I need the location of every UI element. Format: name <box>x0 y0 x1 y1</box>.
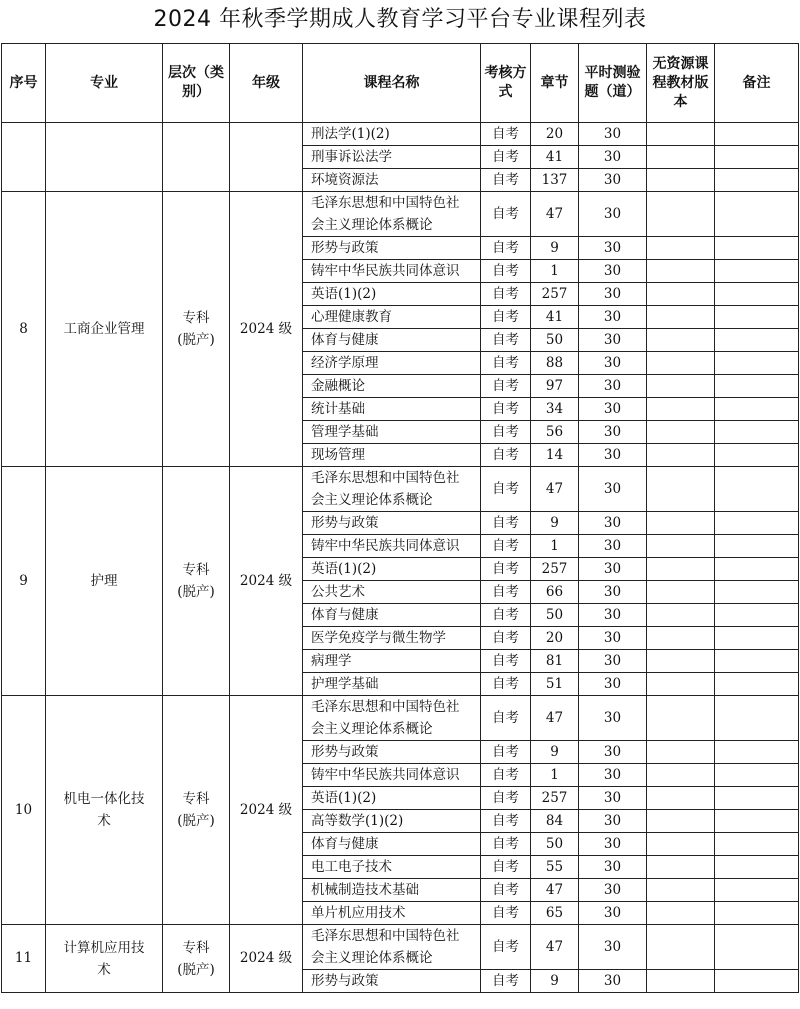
table-row <box>2 696 799 741</box>
remark-cell <box>715 627 799 650</box>
table-body <box>2 123 799 993</box>
group-level <box>163 123 230 192</box>
remark-cell <box>715 512 799 535</box>
remark-cell <box>715 123 799 146</box>
quiz-count: 30 <box>579 741 647 764</box>
remark-cell <box>715 306 799 329</box>
remark-cell <box>715 260 799 283</box>
remark-cell <box>715 421 799 444</box>
chapter-count: 66 <box>531 581 579 604</box>
chapter-count: 50 <box>531 329 579 352</box>
exam-type: 自考 <box>481 764 531 787</box>
remark-cell <box>715 696 799 741</box>
chapter-count: 81 <box>531 650 579 673</box>
course-name: 机械制造技术基础 <box>303 879 481 902</box>
exam-type: 自考 <box>481 673 531 696</box>
course-name: 医学免疫学与微生物学 <box>303 627 481 650</box>
remark-cell <box>715 925 799 970</box>
exam-type: 自考 <box>481 856 531 879</box>
group-major <box>46 123 163 192</box>
chapter-count: 20 <box>531 123 579 146</box>
group-level: 专科(脱产) <box>163 192 230 467</box>
quiz-count: 30 <box>579 352 647 375</box>
nores-cell <box>647 421 715 444</box>
chapter-count: 41 <box>531 306 579 329</box>
header-quiz: 平时测验题（道） <box>579 44 647 123</box>
course-table <box>1 43 799 993</box>
remark-cell <box>715 467 799 512</box>
nores-cell <box>647 283 715 306</box>
course-name: 英语(1)(2) <box>303 283 481 306</box>
nores-cell <box>647 696 715 741</box>
nores-cell <box>647 856 715 879</box>
quiz-count: 30 <box>579 764 647 787</box>
group-grade: 2024 级 <box>230 192 303 467</box>
page-title: 2024 年秋季学期成人教育学习平台专业课程列表 <box>153 7 647 32</box>
exam-type: 自考 <box>481 467 531 512</box>
chapter-count: 51 <box>531 673 579 696</box>
chapter-count: 41 <box>531 146 579 169</box>
chapter-count: 50 <box>531 604 579 627</box>
exam-type: 自考 <box>481 237 531 260</box>
exam-type: 自考 <box>481 627 531 650</box>
exam-type: 自考 <box>481 169 531 192</box>
nores-cell <box>647 192 715 237</box>
exam-type: 自考 <box>481 192 531 237</box>
chapter-count: 9 <box>531 741 579 764</box>
exam-type: 自考 <box>481 123 531 146</box>
course-name: 铸牢中华民族共同体意识 <box>303 535 481 558</box>
exam-type: 自考 <box>481 581 531 604</box>
header-course: 课程名称 <box>303 44 481 123</box>
nores-cell <box>647 787 715 810</box>
header-grade: 年级 <box>230 44 303 123</box>
course-name: 经济学原理 <box>303 352 481 375</box>
group-seq: 10 <box>2 696 46 925</box>
course-name: 铸牢中华民族共同体意识 <box>303 260 481 283</box>
course-name: 护理学基础 <box>303 673 481 696</box>
remark-cell <box>715 283 799 306</box>
group-major: 计算机应用技术 <box>46 925 163 993</box>
nores-cell <box>647 879 715 902</box>
chapter-count: 47 <box>531 696 579 741</box>
remark-cell <box>715 581 799 604</box>
nores-cell <box>647 352 715 375</box>
course-name: 毛泽东思想和中国特色社会主义理论体系概论 <box>303 467 481 512</box>
remark-cell <box>715 146 799 169</box>
quiz-count: 30 <box>579 696 647 741</box>
chapter-count: 1 <box>531 260 579 283</box>
quiz-count: 30 <box>579 879 647 902</box>
chapter-count: 137 <box>531 169 579 192</box>
remark-cell <box>715 444 799 467</box>
remark-cell <box>715 879 799 902</box>
chapter-count: 84 <box>531 810 579 833</box>
remark-cell <box>715 604 799 627</box>
quiz-count: 30 <box>579 925 647 970</box>
course-name: 毛泽东思想和中国特色社会主义理论体系概论 <box>303 925 481 970</box>
exam-type: 自考 <box>481 741 531 764</box>
group-level: 专科(脱产) <box>163 467 230 696</box>
nores-cell <box>647 375 715 398</box>
nores-cell <box>647 329 715 352</box>
group-seq: 11 <box>2 925 46 993</box>
course-name: 心理健康教育 <box>303 306 481 329</box>
chapter-count: 47 <box>531 192 579 237</box>
course-name: 病理学 <box>303 650 481 673</box>
chapter-count: 257 <box>531 558 579 581</box>
quiz-count: 30 <box>579 123 647 146</box>
exam-type: 自考 <box>481 879 531 902</box>
remark-cell <box>715 787 799 810</box>
nores-cell <box>647 604 715 627</box>
quiz-count: 30 <box>579 787 647 810</box>
header-remark: 备注 <box>715 44 799 123</box>
nores-cell <box>647 650 715 673</box>
course-name: 刑法学(1)(2) <box>303 123 481 146</box>
group-grade: 2024 级 <box>230 696 303 925</box>
exam-type: 自考 <box>481 833 531 856</box>
quiz-count: 30 <box>579 329 647 352</box>
course-name: 毛泽东思想和中国特色社会主义理论体系概论 <box>303 192 481 237</box>
nores-cell <box>647 398 715 421</box>
table-row <box>2 467 799 512</box>
quiz-count: 30 <box>579 902 647 925</box>
chapter-count: 47 <box>531 879 579 902</box>
course-name: 体育与健康 <box>303 833 481 856</box>
course-name: 高等数学(1)(2) <box>303 810 481 833</box>
course-name: 管理学基础 <box>303 421 481 444</box>
quiz-count: 30 <box>579 558 647 581</box>
chapter-count: 257 <box>531 787 579 810</box>
chapter-count: 14 <box>531 444 579 467</box>
chapter-count: 88 <box>531 352 579 375</box>
quiz-count: 30 <box>579 673 647 696</box>
exam-type: 自考 <box>481 352 531 375</box>
group-level: 专科(脱产) <box>163 696 230 925</box>
group-seq: 9 <box>2 467 46 696</box>
remark-cell <box>715 764 799 787</box>
header-nores: 无资源课程教材版本 <box>647 44 715 123</box>
quiz-count: 30 <box>579 604 647 627</box>
course-name: 单片机应用技术 <box>303 902 481 925</box>
remark-cell <box>715 375 799 398</box>
quiz-count: 30 <box>579 444 647 467</box>
nores-cell <box>647 146 715 169</box>
quiz-count: 30 <box>579 192 647 237</box>
remark-cell <box>715 741 799 764</box>
nores-cell <box>647 558 715 581</box>
group-major: 护理 <box>46 467 163 696</box>
exam-type: 自考 <box>481 650 531 673</box>
chapter-count: 55 <box>531 856 579 879</box>
nores-cell <box>647 902 715 925</box>
quiz-count: 30 <box>579 833 647 856</box>
nores-cell <box>647 925 715 970</box>
exam-type: 自考 <box>481 696 531 741</box>
group-seq <box>2 123 46 192</box>
header-level: 层次（类别） <box>163 44 230 123</box>
chapter-count: 56 <box>531 421 579 444</box>
group-major: 机电一体化技术 <box>46 696 163 925</box>
exam-type: 自考 <box>481 810 531 833</box>
table-row <box>2 123 799 146</box>
chapter-count: 47 <box>531 925 579 970</box>
course-name: 铸牢中华民族共同体意识 <box>303 764 481 787</box>
remark-cell <box>715 902 799 925</box>
chapter-count: 97 <box>531 375 579 398</box>
remark-cell <box>715 856 799 879</box>
group-grade: 2024 级 <box>230 467 303 696</box>
exam-type: 自考 <box>481 375 531 398</box>
nores-cell <box>647 467 715 512</box>
chapter-count: 257 <box>531 283 579 306</box>
nores-cell <box>647 123 715 146</box>
chapter-count: 9 <box>531 237 579 260</box>
remark-cell <box>715 237 799 260</box>
remark-cell <box>715 970 799 993</box>
course-name: 电工电子技术 <box>303 856 481 879</box>
group-level: 专科(脱产) <box>163 925 230 993</box>
exam-type: 自考 <box>481 444 531 467</box>
exam-type: 自考 <box>481 604 531 627</box>
group-grade: 2024 级 <box>230 925 303 993</box>
chapter-count: 9 <box>531 970 579 993</box>
course-name: 统计基础 <box>303 398 481 421</box>
nores-cell <box>647 581 715 604</box>
table-row <box>2 192 799 237</box>
group-major: 工商企业管理 <box>46 192 163 467</box>
remark-cell <box>715 398 799 421</box>
nores-cell <box>647 833 715 856</box>
quiz-count: 30 <box>579 512 647 535</box>
chapter-count: 47 <box>531 467 579 512</box>
remark-cell <box>715 192 799 237</box>
nores-cell <box>647 673 715 696</box>
nores-cell <box>647 306 715 329</box>
quiz-count: 30 <box>579 627 647 650</box>
exam-type: 自考 <box>481 512 531 535</box>
quiz-count: 30 <box>579 810 647 833</box>
course-name: 刑事诉讼法学 <box>303 146 481 169</box>
exam-type: 自考 <box>481 970 531 993</box>
course-name: 体育与健康 <box>303 604 481 627</box>
header-exam: 考核方式 <box>481 44 531 123</box>
chapter-count: 1 <box>531 764 579 787</box>
exam-type: 自考 <box>481 787 531 810</box>
quiz-count: 30 <box>579 421 647 444</box>
remark-cell <box>715 650 799 673</box>
chapter-count: 20 <box>531 627 579 650</box>
remark-cell <box>715 558 799 581</box>
course-name: 形势与政策 <box>303 512 481 535</box>
nores-cell <box>647 764 715 787</box>
chapter-count: 65 <box>531 902 579 925</box>
exam-type: 自考 <box>481 398 531 421</box>
course-name: 形势与政策 <box>303 741 481 764</box>
nores-cell <box>647 444 715 467</box>
header-seq: 序号 <box>2 44 46 123</box>
nores-cell <box>647 237 715 260</box>
quiz-count: 30 <box>579 146 647 169</box>
chapter-count: 1 <box>531 535 579 558</box>
quiz-count: 30 <box>579 306 647 329</box>
nores-cell <box>647 535 715 558</box>
remark-cell <box>715 833 799 856</box>
exam-type: 自考 <box>481 535 531 558</box>
header-major: 专业 <box>46 44 163 123</box>
exam-type: 自考 <box>481 283 531 306</box>
exam-type: 自考 <box>481 329 531 352</box>
course-name: 公共艺术 <box>303 581 481 604</box>
nores-cell <box>647 741 715 764</box>
quiz-count: 30 <box>579 237 647 260</box>
chapter-count: 9 <box>531 512 579 535</box>
quiz-count: 30 <box>579 283 647 306</box>
exam-type: 自考 <box>481 902 531 925</box>
nores-cell <box>647 260 715 283</box>
course-name: 形势与政策 <box>303 237 481 260</box>
group-grade <box>230 123 303 192</box>
course-name: 环境资源法 <box>303 169 481 192</box>
quiz-count: 30 <box>579 375 647 398</box>
remark-cell <box>715 535 799 558</box>
quiz-count: 30 <box>579 260 647 283</box>
table-row <box>2 925 799 970</box>
remark-cell <box>715 329 799 352</box>
chapter-count: 50 <box>531 833 579 856</box>
course-name: 毛泽东思想和中国特色社会主义理论体系概论 <box>303 696 481 741</box>
quiz-count: 30 <box>579 650 647 673</box>
quiz-count: 30 <box>579 169 647 192</box>
group-seq: 8 <box>2 192 46 467</box>
course-name: 形势与政策 <box>303 970 481 993</box>
course-name: 英语(1)(2) <box>303 787 481 810</box>
nores-cell <box>647 970 715 993</box>
header-row <box>2 44 799 123</box>
chapter-count: 34 <box>531 398 579 421</box>
exam-type: 自考 <box>481 558 531 581</box>
exam-type: 自考 <box>481 146 531 169</box>
exam-type: 自考 <box>481 925 531 970</box>
course-name: 英语(1)(2) <box>303 558 481 581</box>
course-name: 体育与健康 <box>303 329 481 352</box>
nores-cell <box>647 627 715 650</box>
nores-cell <box>647 810 715 833</box>
quiz-count: 30 <box>579 467 647 512</box>
quiz-count: 30 <box>579 535 647 558</box>
quiz-count: 30 <box>579 970 647 993</box>
quiz-count: 30 <box>579 398 647 421</box>
course-name: 金融概论 <box>303 375 481 398</box>
exam-type: 自考 <box>481 306 531 329</box>
nores-cell <box>647 169 715 192</box>
course-name: 现场管理 <box>303 444 481 467</box>
remark-cell <box>715 673 799 696</box>
exam-type: 自考 <box>481 421 531 444</box>
remark-cell <box>715 810 799 833</box>
nores-cell <box>647 512 715 535</box>
quiz-count: 30 <box>579 581 647 604</box>
remark-cell <box>715 169 799 192</box>
quiz-count: 30 <box>579 856 647 879</box>
remark-cell <box>715 352 799 375</box>
header-chapters: 章节 <box>531 44 579 123</box>
exam-type: 自考 <box>481 260 531 283</box>
